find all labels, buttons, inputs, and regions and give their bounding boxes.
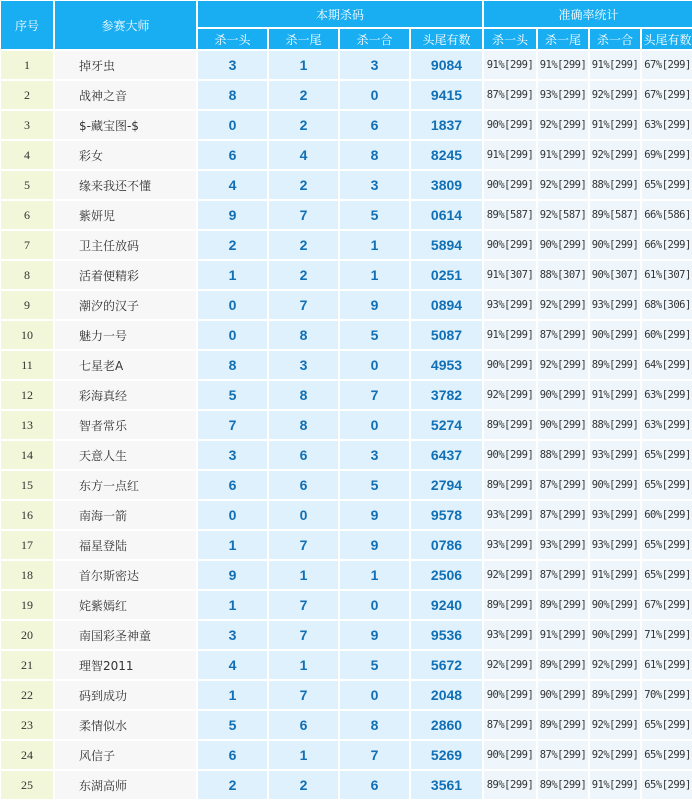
row-master-name: $-藏宝图-$ — [55, 111, 196, 139]
row-kill-sum: 3 — [340, 51, 409, 79]
row-kill-sum: 0 — [340, 351, 409, 379]
row-seq: 16 — [1, 501, 53, 529]
row-acc-kill-sum: 92%[299] — [590, 741, 640, 769]
row-kill-head: 8 — [198, 81, 267, 109]
row-seq: 24 — [1, 741, 53, 769]
row-kill-head: 2 — [198, 231, 267, 259]
row-acc-kill-tail: 87%[299] — [538, 561, 588, 589]
row-master-name: 活着便精彩 — [55, 261, 196, 289]
header-accuracy-group: 准确率统计 — [484, 1, 692, 27]
row-head-tail-number: 0894 — [411, 291, 482, 319]
row-acc-kill-sum: 91%[299] — [590, 381, 640, 409]
table-row — [1, 741, 692, 769]
row-kill-tail: 8 — [269, 411, 338, 439]
row-acc-head-tail-number: 68%[306] — [642, 291, 692, 319]
row-acc-kill-head: 92%[299] — [484, 651, 536, 679]
row-head-tail-number: 9536 — [411, 621, 482, 649]
row-head-tail-number: 6437 — [411, 441, 482, 469]
row-kill-sum: 0 — [340, 591, 409, 619]
row-acc-kill-head: 90%[299] — [484, 741, 536, 769]
table-row — [1, 621, 692, 649]
row-acc-kill-tail: 89%[299] — [538, 711, 588, 739]
row-kill-tail: 1 — [269, 651, 338, 679]
row-acc-kill-tail: 87%[299] — [538, 321, 588, 349]
row-acc-kill-tail: 92%[587] — [538, 201, 588, 229]
row-seq: 19 — [1, 591, 53, 619]
row-kill-sum: 7 — [340, 741, 409, 769]
row-kill-head: 1 — [198, 591, 267, 619]
row-kill-sum: 5 — [340, 651, 409, 679]
row-acc-kill-sum: 91%[299] — [590, 51, 640, 79]
row-master-name: 彩女 — [55, 141, 196, 169]
header-seq: 序号 — [1, 1, 53, 49]
row-acc-kill-sum: 90%[299] — [590, 231, 640, 259]
header-acc-kill-tail: 杀一尾 — [538, 29, 588, 49]
row-head-tail-number: 2794 — [411, 471, 482, 499]
row-seq: 18 — [1, 561, 53, 589]
row-kill-sum: 6 — [340, 771, 409, 799]
row-kill-head: 3 — [198, 51, 267, 79]
row-seq: 2 — [1, 81, 53, 109]
row-kill-tail: 2 — [269, 111, 338, 139]
row-acc-kill-head: 92%[299] — [484, 381, 536, 409]
row-kill-tail: 7 — [269, 621, 338, 649]
row-acc-kill-sum: 93%[299] — [590, 291, 640, 319]
row-head-tail-number: 3782 — [411, 381, 482, 409]
row-kill-head: 5 — [198, 711, 267, 739]
row-kill-tail: 7 — [269, 681, 338, 709]
row-acc-head-tail-number: 66%[586] — [642, 201, 692, 229]
row-master-name: 彩海真经 — [55, 381, 196, 409]
row-acc-kill-tail: 90%[299] — [538, 231, 588, 259]
row-kill-tail: 6 — [269, 711, 338, 739]
row-acc-head-tail-number: 65%[299] — [642, 441, 692, 469]
row-acc-kill-head: 92%[299] — [484, 561, 536, 589]
row-kill-sum: 6 — [340, 111, 409, 139]
row-kill-tail: 7 — [269, 531, 338, 559]
row-acc-kill-sum: 92%[299] — [590, 81, 640, 109]
row-head-tail-number: 9415 — [411, 81, 482, 109]
table-row — [1, 531, 692, 559]
row-master-name: 东方一点红 — [55, 471, 196, 499]
row-acc-kill-sum: 91%[299] — [590, 561, 640, 589]
row-acc-head-tail-number: 63%[299] — [642, 111, 692, 139]
row-acc-kill-head: 90%[299] — [484, 351, 536, 379]
table-row — [1, 171, 692, 199]
row-acc-head-tail-number: 65%[299] — [642, 171, 692, 199]
row-acc-kill-tail: 92%[299] — [538, 351, 588, 379]
row-master-name: 智者常乐 — [55, 411, 196, 439]
row-acc-kill-sum: 88%[299] — [590, 171, 640, 199]
row-acc-kill-head: 87%[299] — [484, 81, 536, 109]
row-acc-head-tail-number: 60%[299] — [642, 501, 692, 529]
row-head-tail-number: 3561 — [411, 771, 482, 799]
row-acc-kill-head: 89%[299] — [484, 411, 536, 439]
table-row — [1, 201, 692, 229]
row-acc-kill-head: 90%[299] — [484, 111, 536, 139]
row-acc-kill-tail: 88%[299] — [538, 441, 588, 469]
row-master-name: 潮汐的汉子 — [55, 291, 196, 319]
table-row — [1, 681, 692, 709]
row-seq: 10 — [1, 321, 53, 349]
row-acc-head-tail-number: 65%[299] — [642, 771, 692, 799]
row-master-name: 柔情似水 — [55, 711, 196, 739]
table-row — [1, 591, 692, 619]
row-acc-kill-sum: 92%[299] — [590, 711, 640, 739]
row-seq: 13 — [1, 411, 53, 439]
row-master-name: 七星老A — [55, 351, 196, 379]
row-acc-kill-head: 89%[299] — [484, 771, 536, 799]
row-acc-head-tail-number: 70%[299] — [642, 681, 692, 709]
row-master-name: 战神之音 — [55, 81, 196, 109]
table-row — [1, 321, 692, 349]
row-master-name: 风信子 — [55, 741, 196, 769]
row-head-tail-number: 8245 — [411, 141, 482, 169]
row-acc-kill-tail: 89%[299] — [538, 591, 588, 619]
row-master-name: 掉牙虫 — [55, 51, 196, 79]
row-acc-head-tail-number: 63%[299] — [642, 381, 692, 409]
row-seq: 1 — [1, 51, 53, 79]
row-acc-kill-head: 89%[299] — [484, 471, 536, 499]
row-kill-tail: 2 — [269, 771, 338, 799]
row-master-name: 南国彩圣神童 — [55, 621, 196, 649]
row-acc-kill-tail: 90%[299] — [538, 411, 588, 439]
header-kill-head: 杀一头 — [198, 29, 267, 49]
row-acc-head-tail-number: 67%[299] — [642, 591, 692, 619]
row-acc-kill-tail: 93%[299] — [538, 531, 588, 559]
row-head-tail-number: 2048 — [411, 681, 482, 709]
row-acc-kill-head: 91%[299] — [484, 321, 536, 349]
row-seq: 14 — [1, 441, 53, 469]
table-row — [1, 471, 692, 499]
row-head-tail-number: 9084 — [411, 51, 482, 79]
row-acc-kill-sum: 89%[299] — [590, 351, 640, 379]
row-kill-head: 4 — [198, 171, 267, 199]
table-row — [1, 51, 692, 79]
row-acc-kill-tail: 92%[299] — [538, 171, 588, 199]
row-acc-kill-tail: 90%[299] — [538, 381, 588, 409]
row-acc-kill-sum: 89%[587] — [590, 201, 640, 229]
header-master: 参赛大师 — [55, 1, 196, 49]
row-kill-sum: 5 — [340, 201, 409, 229]
table-row — [1, 351, 692, 379]
row-seq: 12 — [1, 381, 53, 409]
row-acc-head-tail-number: 60%[299] — [642, 321, 692, 349]
row-kill-head: 6 — [198, 741, 267, 769]
row-seq: 5 — [1, 171, 53, 199]
row-acc-kill-sum: 90%[299] — [590, 621, 640, 649]
row-head-tail-number: 2860 — [411, 711, 482, 739]
row-master-name: 码到成功 — [55, 681, 196, 709]
table-row — [1, 231, 692, 259]
table-row — [1, 651, 692, 679]
row-kill-tail: 4 — [269, 141, 338, 169]
row-kill-sum: 0 — [340, 681, 409, 709]
row-master-name: 东湖高师 — [55, 771, 196, 799]
row-acc-kill-head: 87%[299] — [484, 711, 536, 739]
row-kill-head: 5 — [198, 381, 267, 409]
table-row — [1, 411, 692, 439]
row-acc-kill-tail: 91%[299] — [538, 51, 588, 79]
row-kill-sum: 8 — [340, 141, 409, 169]
row-acc-kill-tail: 90%[299] — [538, 681, 588, 709]
row-head-tail-number: 4953 — [411, 351, 482, 379]
row-master-name: 福星登陆 — [55, 531, 196, 559]
row-seq: 11 — [1, 351, 53, 379]
row-acc-kill-head: 90%[299] — [484, 441, 536, 469]
row-seq: 3 — [1, 111, 53, 139]
row-seq: 7 — [1, 231, 53, 259]
row-acc-kill-sum: 90%[299] — [590, 321, 640, 349]
row-acc-kill-head: 91%[307] — [484, 261, 536, 289]
row-seq: 23 — [1, 711, 53, 739]
row-kill-head: 8 — [198, 351, 267, 379]
row-master-name: 紫妍児 — [55, 201, 196, 229]
row-kill-head: 1 — [198, 531, 267, 559]
row-acc-kill-sum: 90%[299] — [590, 591, 640, 619]
row-acc-kill-tail: 87%[299] — [538, 741, 588, 769]
row-master-name: 卫主任放码 — [55, 231, 196, 259]
row-acc-kill-head: 93%[299] — [484, 531, 536, 559]
row-kill-tail: 7 — [269, 201, 338, 229]
row-acc-head-tail-number: 71%[299] — [642, 621, 692, 649]
row-acc-head-tail-number: 67%[299] — [642, 51, 692, 79]
row-head-tail-number: 0251 — [411, 261, 482, 289]
row-kill-sum: 0 — [340, 411, 409, 439]
row-seq: 9 — [1, 291, 53, 319]
table-row — [1, 381, 692, 409]
row-acc-kill-sum: 93%[299] — [590, 501, 640, 529]
row-head-tail-number: 5894 — [411, 231, 482, 259]
row-seq: 22 — [1, 681, 53, 709]
table-row — [1, 441, 692, 469]
row-kill-tail: 7 — [269, 291, 338, 319]
row-kill-head: 2 — [198, 771, 267, 799]
header-head-tail-number: 头尾有数 — [411, 29, 482, 49]
row-kill-tail: 7 — [269, 591, 338, 619]
row-kill-tail: 8 — [269, 381, 338, 409]
row-head-tail-number: 0786 — [411, 531, 482, 559]
row-acc-kill-tail: 89%[299] — [538, 771, 588, 799]
table-row — [1, 771, 692, 799]
header-acc-kill-sum: 杀一合 — [590, 29, 640, 49]
row-kill-head: 1 — [198, 261, 267, 289]
row-kill-head: 1 — [198, 681, 267, 709]
row-kill-head: 3 — [198, 621, 267, 649]
row-acc-kill-tail: 91%[299] — [538, 621, 588, 649]
table-row — [1, 111, 692, 139]
row-kill-head: 6 — [198, 141, 267, 169]
row-acc-kill-sum: 92%[299] — [590, 651, 640, 679]
row-kill-sum: 8 — [340, 711, 409, 739]
row-kill-head: 0 — [198, 291, 267, 319]
row-kill-sum: 3 — [340, 441, 409, 469]
row-seq: 6 — [1, 201, 53, 229]
row-head-tail-number: 5087 — [411, 321, 482, 349]
row-acc-head-tail-number: 65%[299] — [642, 531, 692, 559]
row-master-name: 缘来我还不懂 — [55, 171, 196, 199]
header-acc-head-tail-number: 头尾有数 — [642, 29, 692, 49]
row-acc-kill-tail: 91%[299] — [538, 141, 588, 169]
row-kill-sum: 9 — [340, 291, 409, 319]
row-master-name: 理智2011 — [55, 651, 196, 679]
row-acc-head-tail-number: 64%[299] — [642, 351, 692, 379]
row-acc-head-tail-number: 65%[299] — [642, 471, 692, 499]
row-kill-head: 4 — [198, 651, 267, 679]
row-kill-head: 9 — [198, 561, 267, 589]
row-kill-sum: 1 — [340, 231, 409, 259]
row-kill-tail: 6 — [269, 471, 338, 499]
row-kill-head: 6 — [198, 471, 267, 499]
row-kill-head: 9 — [198, 201, 267, 229]
row-head-tail-number: 5672 — [411, 651, 482, 679]
row-seq: 15 — [1, 471, 53, 499]
row-head-tail-number: 3809 — [411, 171, 482, 199]
row-acc-head-tail-number: 61%[299] — [642, 651, 692, 679]
row-acc-kill-head: 90%[299] — [484, 171, 536, 199]
table-body — [1, 51, 692, 799]
row-kill-head: 0 — [198, 501, 267, 529]
row-kill-sum: 9 — [340, 501, 409, 529]
row-kill-sum: 9 — [340, 621, 409, 649]
row-acc-head-tail-number: 69%[299] — [642, 141, 692, 169]
row-kill-sum: 9 — [340, 531, 409, 559]
row-seq: 4 — [1, 141, 53, 169]
row-seq: 17 — [1, 531, 53, 559]
row-acc-head-tail-number: 65%[299] — [642, 741, 692, 769]
row-acc-kill-tail: 89%[299] — [538, 651, 588, 679]
row-kill-tail: 8 — [269, 321, 338, 349]
row-acc-kill-sum: 89%[299] — [590, 681, 640, 709]
row-kill-sum: 7 — [340, 381, 409, 409]
row-head-tail-number: 0614 — [411, 201, 482, 229]
row-acc-kill-head: 91%[299] — [484, 51, 536, 79]
row-kill-tail: 3 — [269, 351, 338, 379]
row-master-name: 姹紫嫣红 — [55, 591, 196, 619]
row-kill-tail: 2 — [269, 81, 338, 109]
row-kill-head: 7 — [198, 411, 267, 439]
row-acc-kill-head: 89%[587] — [484, 201, 536, 229]
table-row — [1, 261, 692, 289]
table-row — [1, 711, 692, 739]
row-acc-kill-tail: 88%[307] — [538, 261, 588, 289]
row-kill-tail: 0 — [269, 501, 338, 529]
row-head-tail-number: 1837 — [411, 111, 482, 139]
row-kill-tail: 1 — [269, 51, 338, 79]
row-kill-tail: 2 — [269, 231, 338, 259]
row-acc-kill-tail: 92%[299] — [538, 291, 588, 319]
row-acc-kill-head: 93%[299] — [484, 621, 536, 649]
row-acc-kill-sum: 91%[299] — [590, 111, 640, 139]
row-head-tail-number: 9578 — [411, 501, 482, 529]
row-acc-head-tail-number: 63%[299] — [642, 411, 692, 439]
row-kill-tail: 6 — [269, 441, 338, 469]
row-acc-kill-sum: 88%[299] — [590, 411, 640, 439]
row-acc-kill-sum: 91%[299] — [590, 771, 640, 799]
row-acc-kill-tail: 92%[299] — [538, 111, 588, 139]
row-kill-sum: 5 — [340, 471, 409, 499]
row-acc-kill-tail: 93%[299] — [538, 81, 588, 109]
row-seq: 21 — [1, 651, 53, 679]
row-acc-kill-tail: 87%[299] — [538, 471, 588, 499]
header-kill-sum: 杀一合 — [340, 29, 409, 49]
row-acc-kill-sum: 93%[299] — [590, 531, 640, 559]
row-acc-head-tail-number: 65%[299] — [642, 711, 692, 739]
row-master-name: 南海一箭 — [55, 501, 196, 529]
row-master-name: 魅力一号 — [55, 321, 196, 349]
row-kill-head: 3 — [198, 441, 267, 469]
row-kill-tail: 2 — [269, 261, 338, 289]
header-acc-kill-head: 杀一头 — [484, 29, 536, 49]
row-seq: 8 — [1, 261, 53, 289]
row-kill-tail: 2 — [269, 171, 338, 199]
row-acc-kill-head: 93%[299] — [484, 501, 536, 529]
row-acc-head-tail-number: 65%[299] — [642, 561, 692, 589]
row-kill-sum: 3 — [340, 171, 409, 199]
table-row — [1, 501, 692, 529]
row-acc-kill-head: 89%[299] — [484, 591, 536, 619]
row-kill-sum: 1 — [340, 261, 409, 289]
row-head-tail-number: 5269 — [411, 741, 482, 769]
row-kill-tail: 1 — [269, 561, 338, 589]
row-seq: 20 — [1, 621, 53, 649]
table-row — [1, 561, 692, 589]
row-acc-kill-sum: 90%[299] — [590, 471, 640, 499]
row-kill-tail: 1 — [269, 741, 338, 769]
header-kill-tail: 杀一尾 — [269, 29, 338, 49]
row-head-tail-number: 9240 — [411, 591, 482, 619]
row-kill-sum: 1 — [340, 561, 409, 589]
row-master-name: 首尔斯密达 — [55, 561, 196, 589]
row-acc-kill-sum: 93%[299] — [590, 441, 640, 469]
row-head-tail-number: 2506 — [411, 561, 482, 589]
row-acc-kill-tail: 87%[299] — [538, 501, 588, 529]
row-head-tail-number: 5274 — [411, 411, 482, 439]
header-current-kill-group: 本期杀码 — [198, 1, 482, 27]
row-acc-head-tail-number: 66%[299] — [642, 231, 692, 259]
row-acc-kill-head: 90%[299] — [484, 681, 536, 709]
row-acc-kill-sum: 92%[299] — [590, 141, 640, 169]
row-kill-head: 0 — [198, 321, 267, 349]
row-acc-kill-head: 93%[299] — [484, 291, 536, 319]
row-master-name: 天意人生 — [55, 441, 196, 469]
row-acc-kill-sum: 90%[307] — [590, 261, 640, 289]
row-acc-kill-head: 91%[299] — [484, 141, 536, 169]
row-kill-sum: 5 — [340, 321, 409, 349]
row-kill-head: 0 — [198, 111, 267, 139]
table-row — [1, 291, 692, 319]
row-acc-head-tail-number: 67%[299] — [642, 81, 692, 109]
table-row — [1, 81, 692, 109]
row-acc-kill-head: 90%[299] — [484, 231, 536, 259]
row-kill-sum: 0 — [340, 81, 409, 109]
table-row — [1, 141, 692, 169]
row-acc-head-tail-number: 61%[307] — [642, 261, 692, 289]
row-seq: 25 — [1, 771, 53, 799]
